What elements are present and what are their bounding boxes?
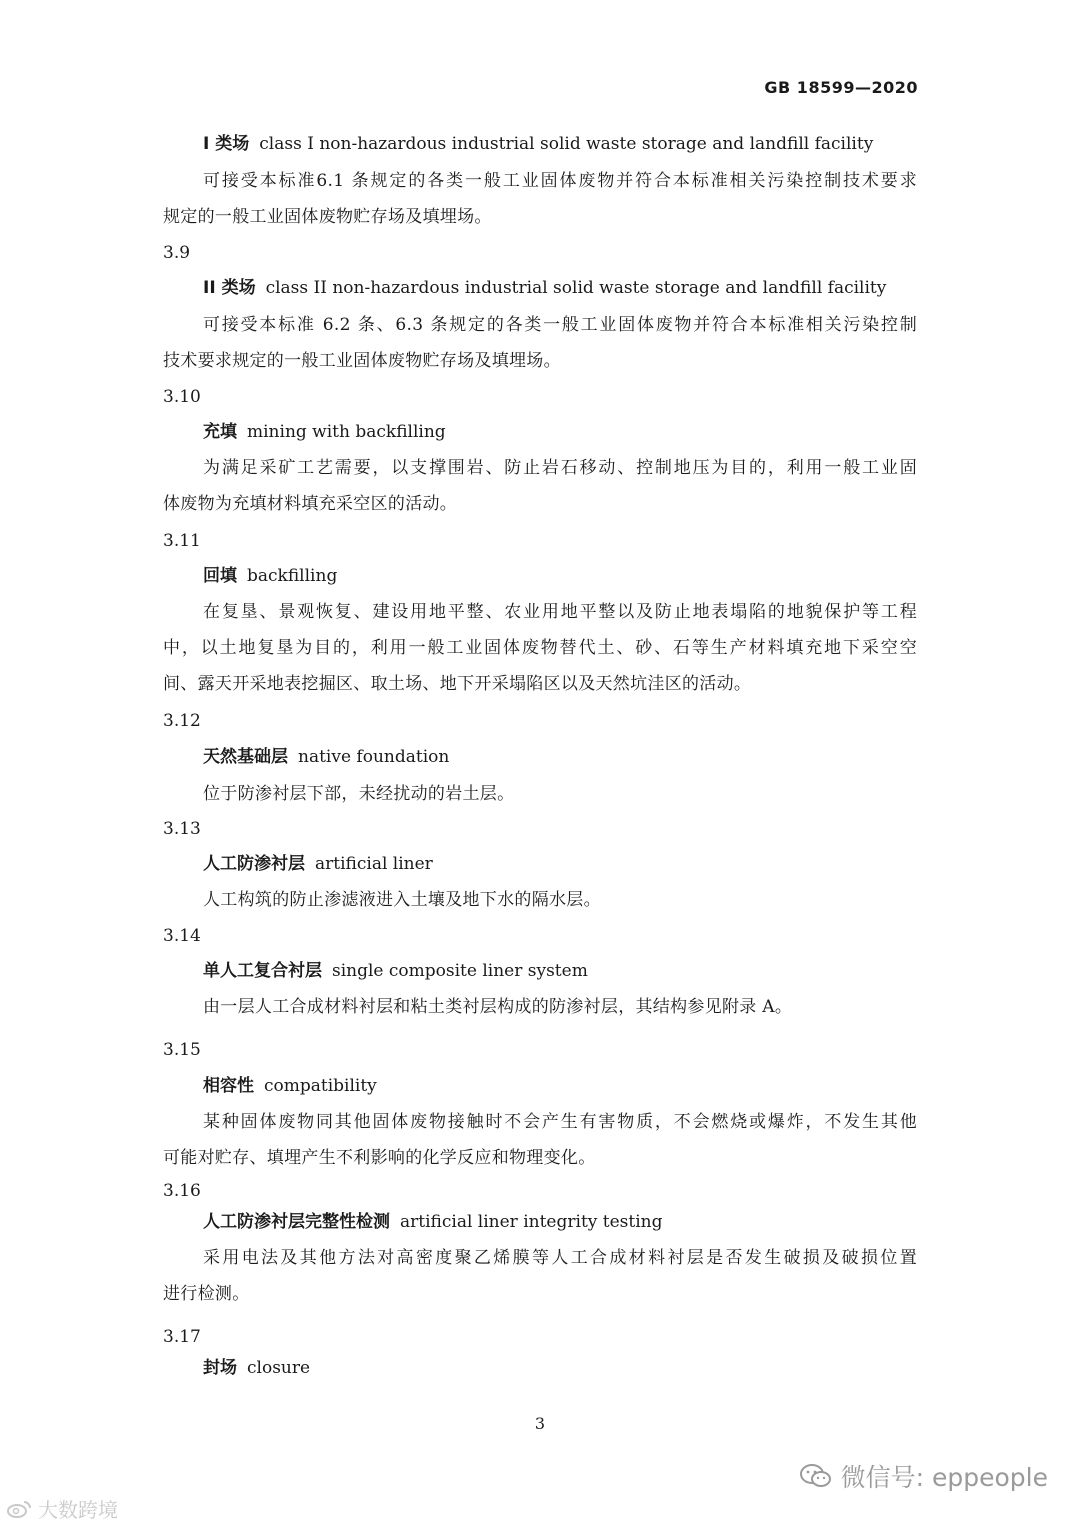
definition-text: 中，以土地复垦为目的，利用一般工业固体废物替代土、砂、石等生产材料填充地下采空空 — [163, 638, 917, 658]
term-heading — [203, 852, 433, 876]
clause-number: 3.17 — [163, 1327, 201, 1347]
term-heading — [203, 564, 337, 588]
clause-number: 3.12 — [163, 711, 201, 731]
wechat-watermark-text: 微信号: eppeople — [840, 1463, 1048, 1492]
term-chinese: 天然基础层 — [203, 747, 288, 767]
term-english: single composite liner system — [332, 961, 588, 981]
term-heading — [203, 276, 886, 300]
term-english: class I non-hazardous industrial solid waste storage and landfill facility — [259, 134, 874, 154]
term-english: closure — [247, 1358, 311, 1378]
term-english: compatibility — [264, 1076, 377, 1096]
term-chinese: 人工防渗衬层 — [203, 854, 305, 874]
clause-number: 3.13 — [163, 819, 201, 839]
term-english: artificial liner integrity testing — [400, 1212, 663, 1232]
clause-number: 3.11 — [163, 531, 201, 551]
definition-text: 规定的一般工业固体废物贮存场及填埋场。 — [163, 207, 492, 227]
definition-text: 某种固体废物同其他固体废物接触时不会产生有害物质，不会燃烧或爆炸，不发生其他 — [203, 1112, 917, 1132]
wechat-watermark — [799, 1458, 1048, 1494]
term-chinese: 相容性 — [203, 1076, 254, 1096]
definition-text: 可接受本标准6.1 条规定的各类一般工业固体废物并符合本标准相关污染控制技术要求 — [203, 171, 917, 191]
term-chinese: 封场 — [203, 1358, 237, 1378]
definition-text: 为满足采矿工艺需要，以支撑围岩、防止岩石移动、控制地压为目的，利用一般工业固 — [203, 458, 917, 478]
weibo-watermark-text: 大数跨境 — [38, 1498, 118, 1522]
term-heading — [203, 959, 588, 983]
weibo-watermark — [6, 1494, 118, 1523]
term-heading — [203, 1074, 377, 1098]
definition-text: 采用电法及其他方法对高密度聚乙烯膜等人工合成材料衬层是否发生破损及破损位置 — [203, 1248, 917, 1268]
definition-text: 位于防渗衬层下部，未经扰动的岩土层。 — [203, 784, 515, 804]
clause-number: 3.15 — [163, 1040, 201, 1060]
definition-text: 人工构筑的防止渗滤液进入土壤及地下水的隔水层。 — [203, 890, 601, 910]
definition-text: 由一层人工合成材料衬层和粘土类衬层构成的防渗衬层，其结构参见附录 A。 — [203, 997, 793, 1017]
term-chinese: 单人工复合衬层 — [203, 961, 322, 981]
term-chinese: 人工防渗衬层完整性检测 — [203, 1212, 390, 1232]
definition-text: 在复垦、景观恢复、建设用地平整、农业用地平整以及防止地表塌陷的地貌保护等工程 — [203, 602, 917, 622]
term-heading — [203, 420, 446, 444]
term-heading — [203, 1210, 663, 1234]
term-chinese: 充填 — [203, 422, 237, 442]
term-english: native foundation — [298, 747, 450, 767]
clause-number: 3.9 — [163, 243, 191, 263]
term-chinese: 回填 — [203, 566, 237, 586]
term-heading — [203, 1356, 310, 1380]
page-number: 3 — [534, 1414, 546, 1433]
term-english: backfilling — [247, 566, 338, 586]
definition-text: 间、露天开采地表挖掘区、取土场、地下开采塌陷区以及天然坑洼区的活动。 — [163, 674, 752, 694]
term-english: mining with backfilling — [247, 422, 446, 442]
definition-text: 体废物为充填材料填充采空区的活动。 — [163, 494, 458, 514]
term-english: class II non-hazardous industrial solid waste storage and landfill facility — [265, 278, 887, 298]
standard-code: GB 18599—2020 — [764, 78, 918, 97]
wechat-icon — [799, 1463, 833, 1489]
term-heading — [203, 745, 449, 769]
term-heading — [203, 132, 873, 156]
weibo-icon — [6, 1499, 32, 1519]
term-chinese: II 类场 — [203, 278, 256, 298]
definition-text: 进行检测。 — [163, 1284, 250, 1304]
definition-text: 可接受本标准 6.2 条、6.3 条规定的各类一般工业固体废物并符合本标准相关污染控制 — [203, 315, 917, 335]
term-english: artificial liner — [315, 854, 433, 874]
definition-text: 可能对贮存、填埋产生不利影响的化学反应和物理变化。 — [163, 1148, 596, 1168]
clause-number: 3.14 — [163, 926, 201, 946]
definition-text: 技术要求规定的一般工业固体废物贮存场及填埋场。 — [163, 351, 561, 371]
term-chinese: I 类场 — [203, 134, 250, 154]
clause-number: 3.16 — [163, 1181, 201, 1201]
clause-number: 3.10 — [163, 387, 201, 407]
